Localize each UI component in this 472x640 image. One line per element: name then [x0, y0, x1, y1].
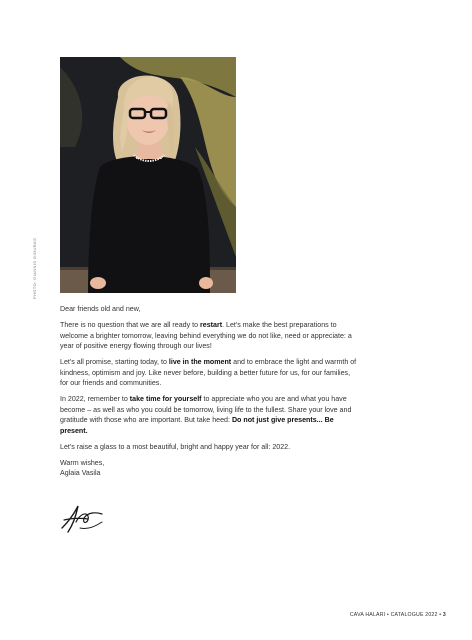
photo-credit: PHOTO: GIANNIS GIOURAS — [32, 237, 37, 299]
letter-paragraph-4: Let's raise a glass to a most beautiful, bright and happy year for all: 2022. — [60, 442, 291, 451]
handwritten-signature — [58, 500, 106, 534]
letter-greeting: Dear friends old and new, — [60, 305, 141, 313]
letter-paragraph-1: There is no question that we are all ready to restart. Let's make the best preparations to welcome a brighter tomorrow, leaving behind everything we do not like, need or appreciate: a year of positive energy flowing through our lives! — [60, 321, 352, 350]
letter-sign-off — [60, 458, 360, 479]
portrait-photo — [60, 57, 236, 293]
letter-author-name: Aglaia Vasila — [60, 469, 101, 477]
letter-paragraph-3: In 2022, remember to take time for yourself to appreciate who you are and what you have become – as well as who you could be tomorrow, living life to the fullest. Share your love and gratitude with those who are important. But take heed: Do not just give presents... Be present. — [60, 395, 352, 435]
portrait-illustration — [60, 57, 236, 293]
letter-paragraph-2: Let's all promise, starting today, to live in the moment and to embrace the light and warmth of kindness, optimism and joy. Like never before, building a better future for us, for our families, for our friends and communities. — [60, 358, 357, 387]
editorial-letter — [60, 304, 360, 479]
page-number: 3 — [442, 612, 446, 618]
page-footer — [350, 612, 446, 618]
letter-closing: Warm wishes, — [60, 458, 105, 467]
footer-text: CAVA HALARI • CATALOGUE 2022 • — [349, 612, 443, 618]
